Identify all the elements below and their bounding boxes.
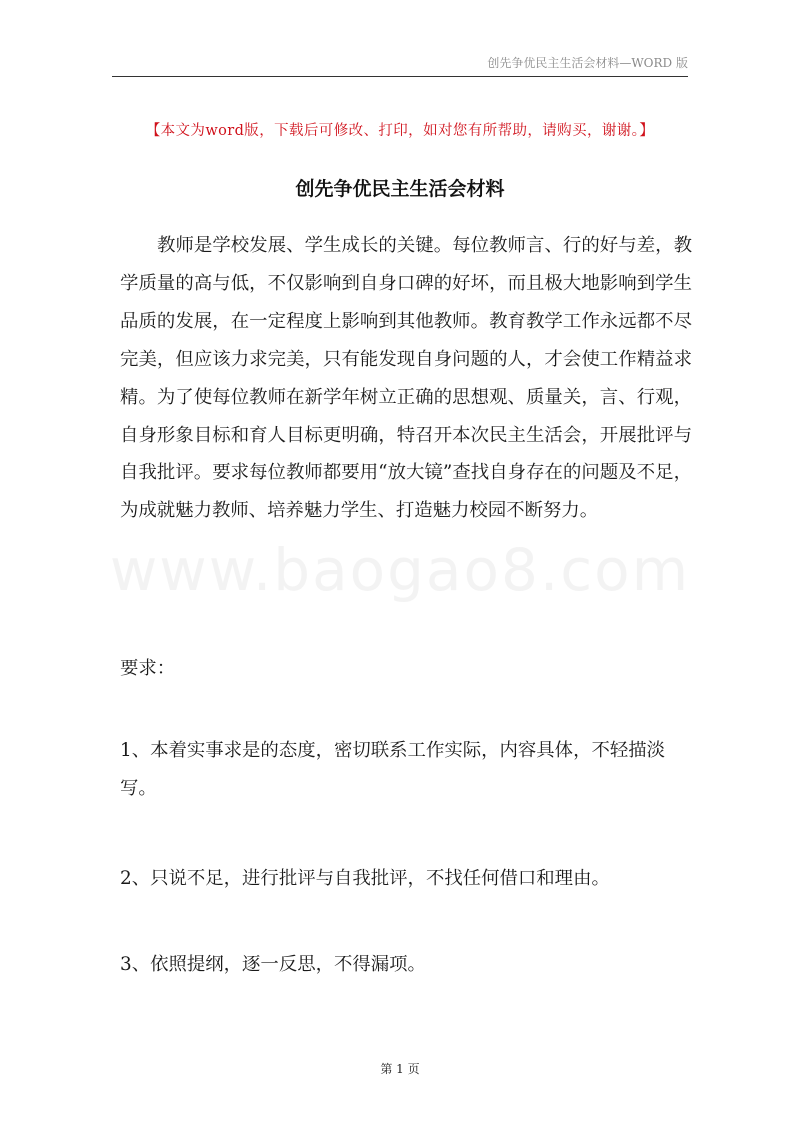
requirements-heading: 要求： (120, 658, 176, 679)
watermark: www.baogao8.com (109, 536, 691, 604)
purchase-notice: 【本文为word版，下载后可修改、打印，如对您有所帮助，请购买，谢谢。】 (145, 123, 655, 139)
requirement-item-1: 1、本着实事求是的态度，密切联系工作实际，内容具体，不轻描淡写。 (120, 740, 666, 799)
requirement-item-3: 3、依照提纲，逐一反思，不得漏项。 (120, 954, 426, 975)
requirement-item-2: 2、只说不足，进行批评与自我批评，不找任何借口和理由。 (120, 868, 610, 889)
header-rule (112, 76, 688, 77)
intro-paragraph: 教师是学校发展、学生成长的关键。每位教师言、行的好与差，教学质量的高与低，不仅影响到自身口碑的好坏，而且极大地影响到学生品质的发展，在一定程度上影响到其他教师。教育教学工作永远都不尽完美，但应该力求完美，只有能发现自身问题的人，才会使工作精益求精。为了使每位教师在新学年树立正确的思想观、质量关，言、行观，自身形象目标和育人目标更明确，特召开本次民主生活会，开展批评与自我批评。要求每位教师都要用“放大镜”查找自身存在的问题及不足，为成就魅力教师、培养魅力学生、打造魅力校园不断努力。 (120, 235, 692, 522)
document-title: 创先争优民主生活会材料 (295, 178, 505, 200)
page-number: 第 1 页 (380, 1062, 420, 1076)
running-header: 创先争优民主生活会材料—WORD 版 (487, 56, 688, 70)
